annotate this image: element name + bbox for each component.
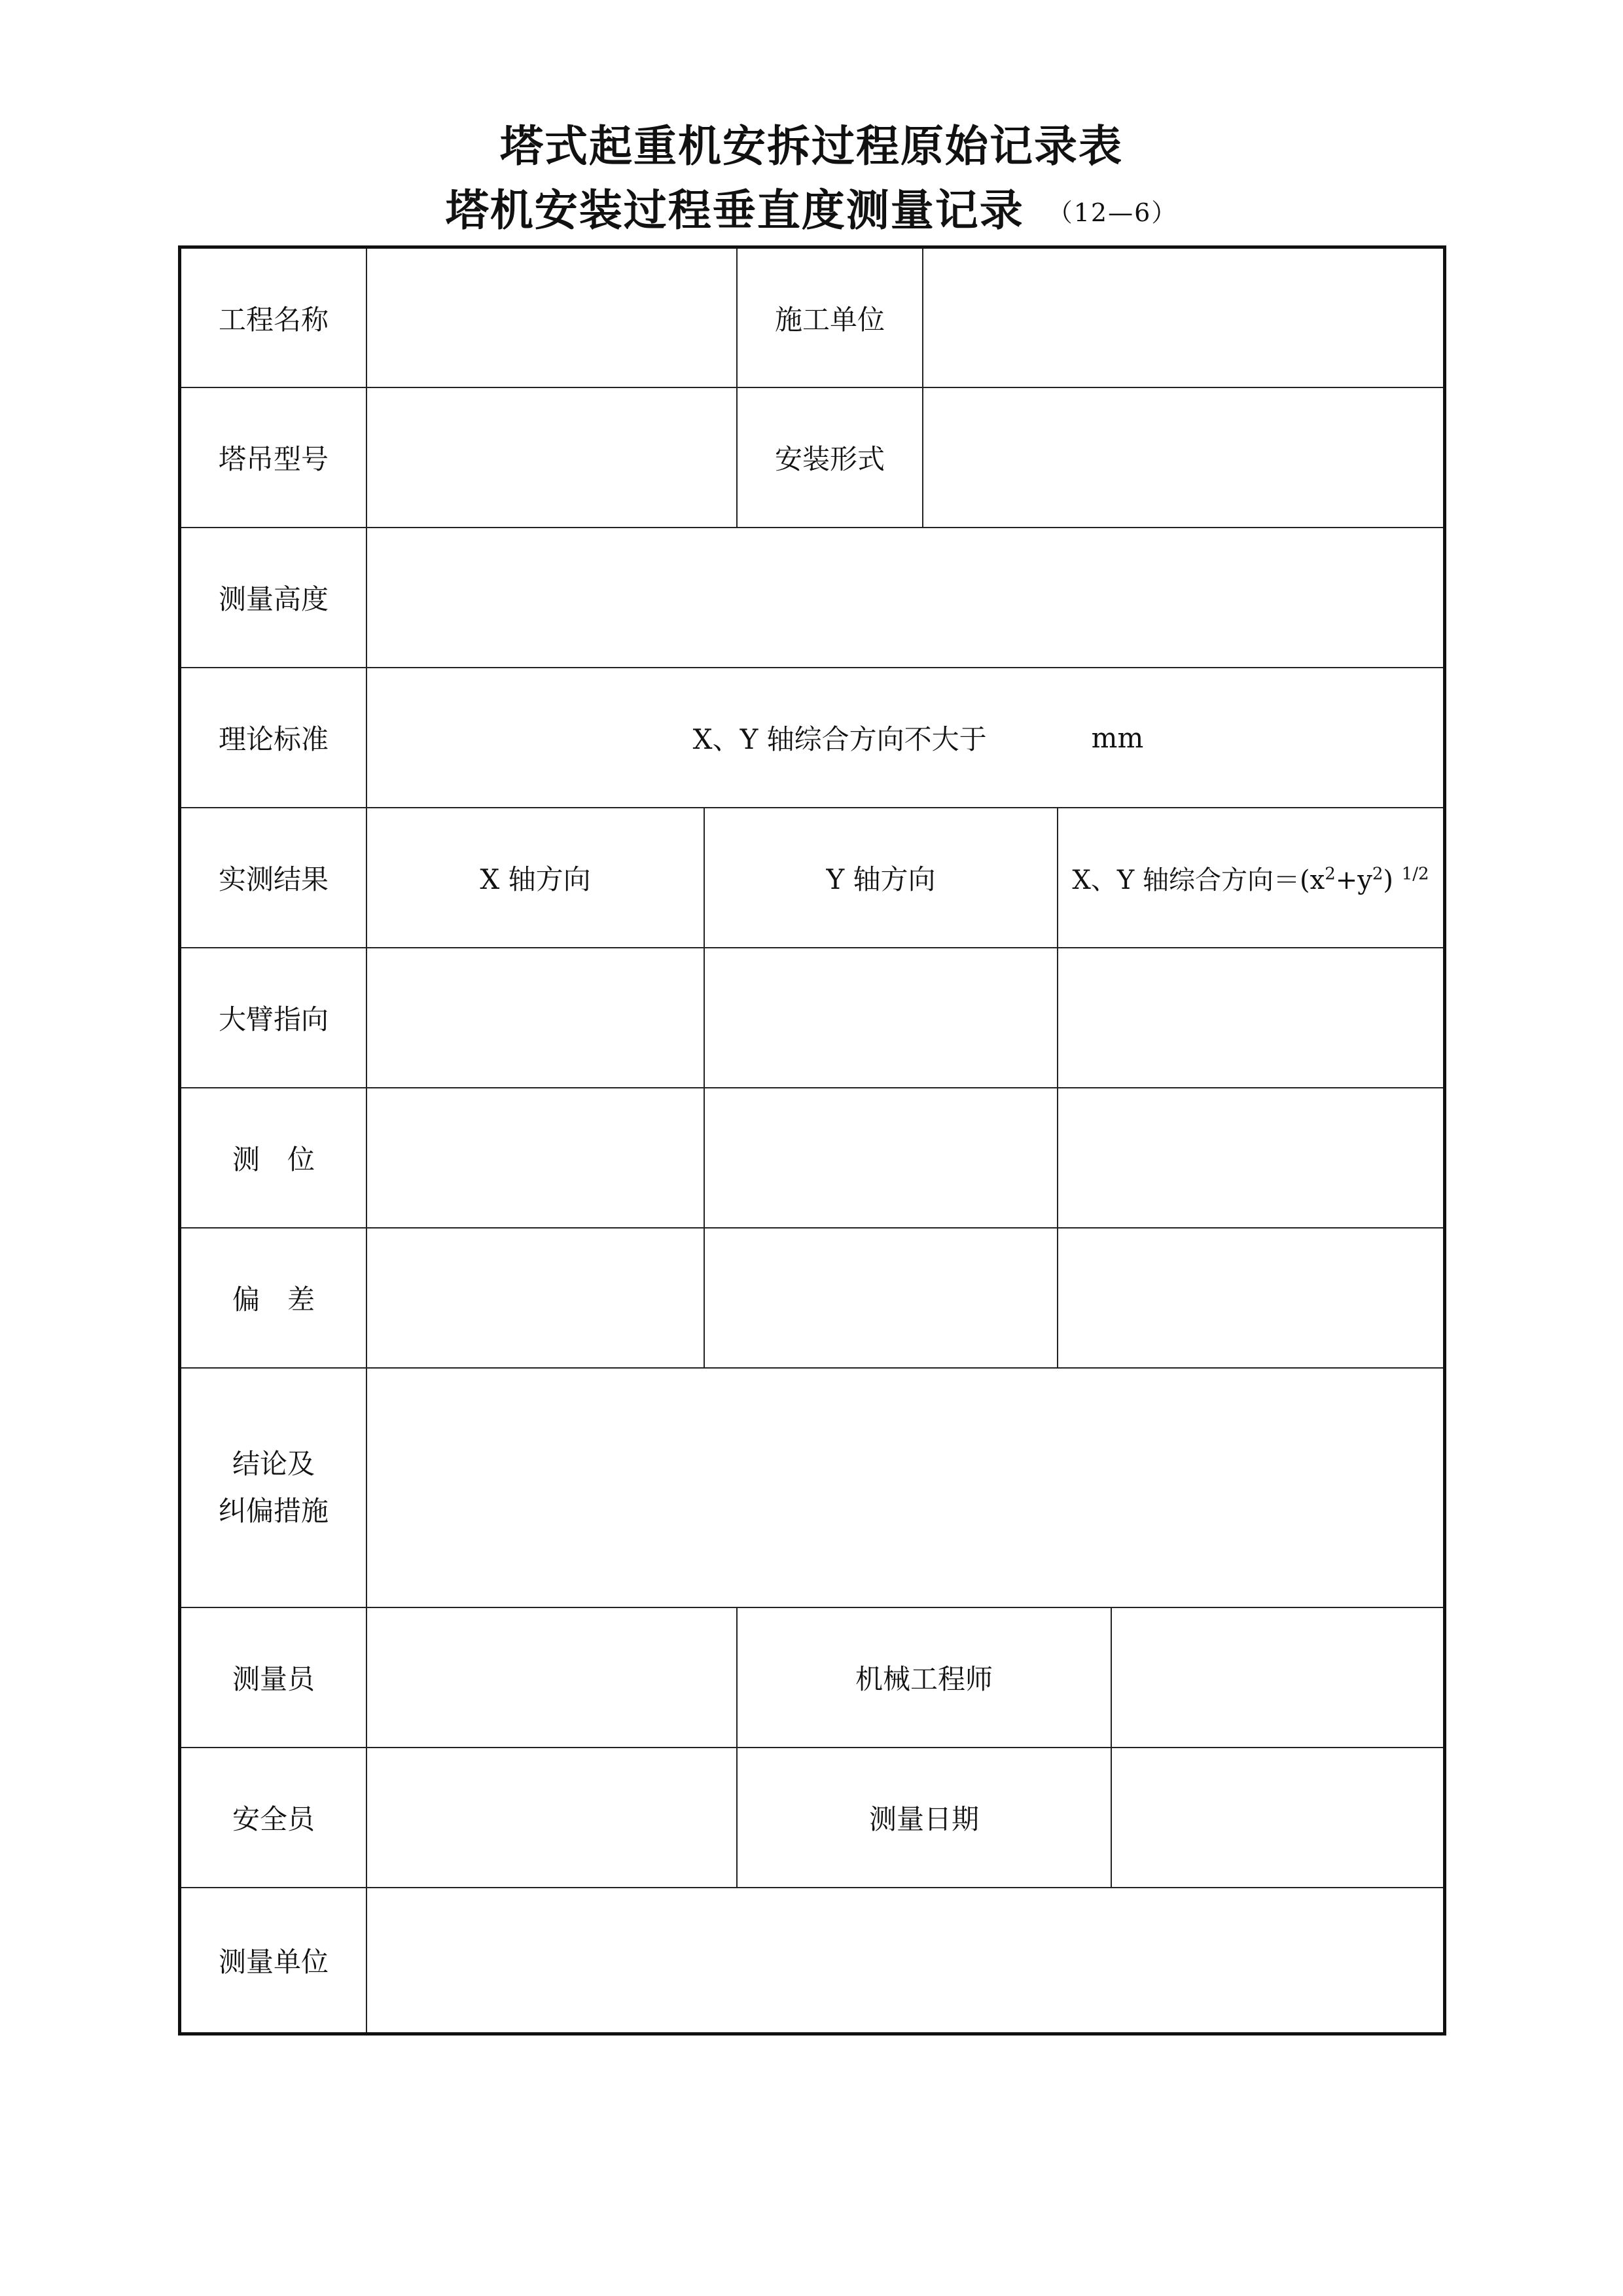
label-safety-officer: 安全员 [181,1748,367,1888]
label-deviation: 偏 差 [181,1229,367,1369]
header-y-axis: Y 轴方向 [705,808,1058,948]
field-deviation-y[interactable] [705,1229,1058,1369]
label-construction-unit: 施工单位 [738,249,923,388]
xy-combined-formula: X、Y 轴综合方向$=(x^2+y^2)$ $^{1/2}$ [1072,864,1429,895]
field-boom-xy[interactable] [1058,948,1443,1088]
label-install-form: 安装形式 [738,388,923,528]
field-deviation-xy[interactable] [1058,1229,1443,1369]
header-x-axis: X 轴方向 [367,808,705,948]
label-conclusion-line1: 结论及 [232,1448,315,1480]
field-mechanical-engineer[interactable] [1112,1608,1443,1748]
field-boom-x[interactable] [367,948,705,1088]
field-surveyor[interactable] [367,1608,738,1748]
field-crane-model[interactable] [367,388,738,528]
field-measure-height[interactable] [367,528,1443,668]
theory-standard-value [367,668,1443,808]
label-measure-height: 测量高度 [181,528,367,668]
form-code: （12—6） [1047,198,1178,227]
label-conclusion [181,1369,367,1608]
label-conclusion-line2: 纠偏措施 [218,1495,329,1527]
label-theory-standard: 理论标准 [181,668,367,808]
measurement-form [178,245,1446,2036]
form-subtitle [0,175,1623,238]
theory-standard-text: X、Y 轴综合方向不大于 [692,723,987,755]
field-measure-date[interactable] [1112,1748,1443,1888]
field-project-name[interactable] [367,249,738,388]
label-measure-position: 测 位 [181,1088,367,1229]
label-measure-date: 测量日期 [738,1748,1112,1888]
field-position-xy[interactable] [1058,1088,1443,1229]
field-boom-y[interactable] [705,948,1058,1088]
field-measure-unit[interactable] [367,1888,1443,2032]
label-measure-unit: 测量单位 [181,1888,367,2032]
subtitle-text: 塔机安装过程垂直度测量记录 [445,185,1024,236]
field-deviation-x[interactable] [367,1229,705,1369]
label-measured-result: 实测结果 [181,808,367,948]
label-boom-direction: 大臂指向 [181,948,367,1088]
theory-unit: mm [1091,721,1144,754]
field-conclusion[interactable] [367,1369,1443,1608]
label-crane-model: 塔吊型号 [181,388,367,528]
field-safety-officer[interactable] [367,1748,738,1888]
field-position-x[interactable] [367,1088,705,1229]
field-position-y[interactable] [705,1088,1058,1229]
theory-value-blank[interactable] [987,722,1092,753]
form-title: 塔式起重机安拆过程原始记录表 [500,120,1123,171]
label-surveyor: 测量员 [181,1608,367,1748]
label-mechanical-engineer: 机械工程师 [738,1608,1112,1748]
field-construction-unit[interactable] [923,249,1443,388]
field-install-form[interactable] [923,388,1443,528]
header-xy-combined [1058,808,1443,948]
label-project-name: 工程名称 [181,249,367,388]
